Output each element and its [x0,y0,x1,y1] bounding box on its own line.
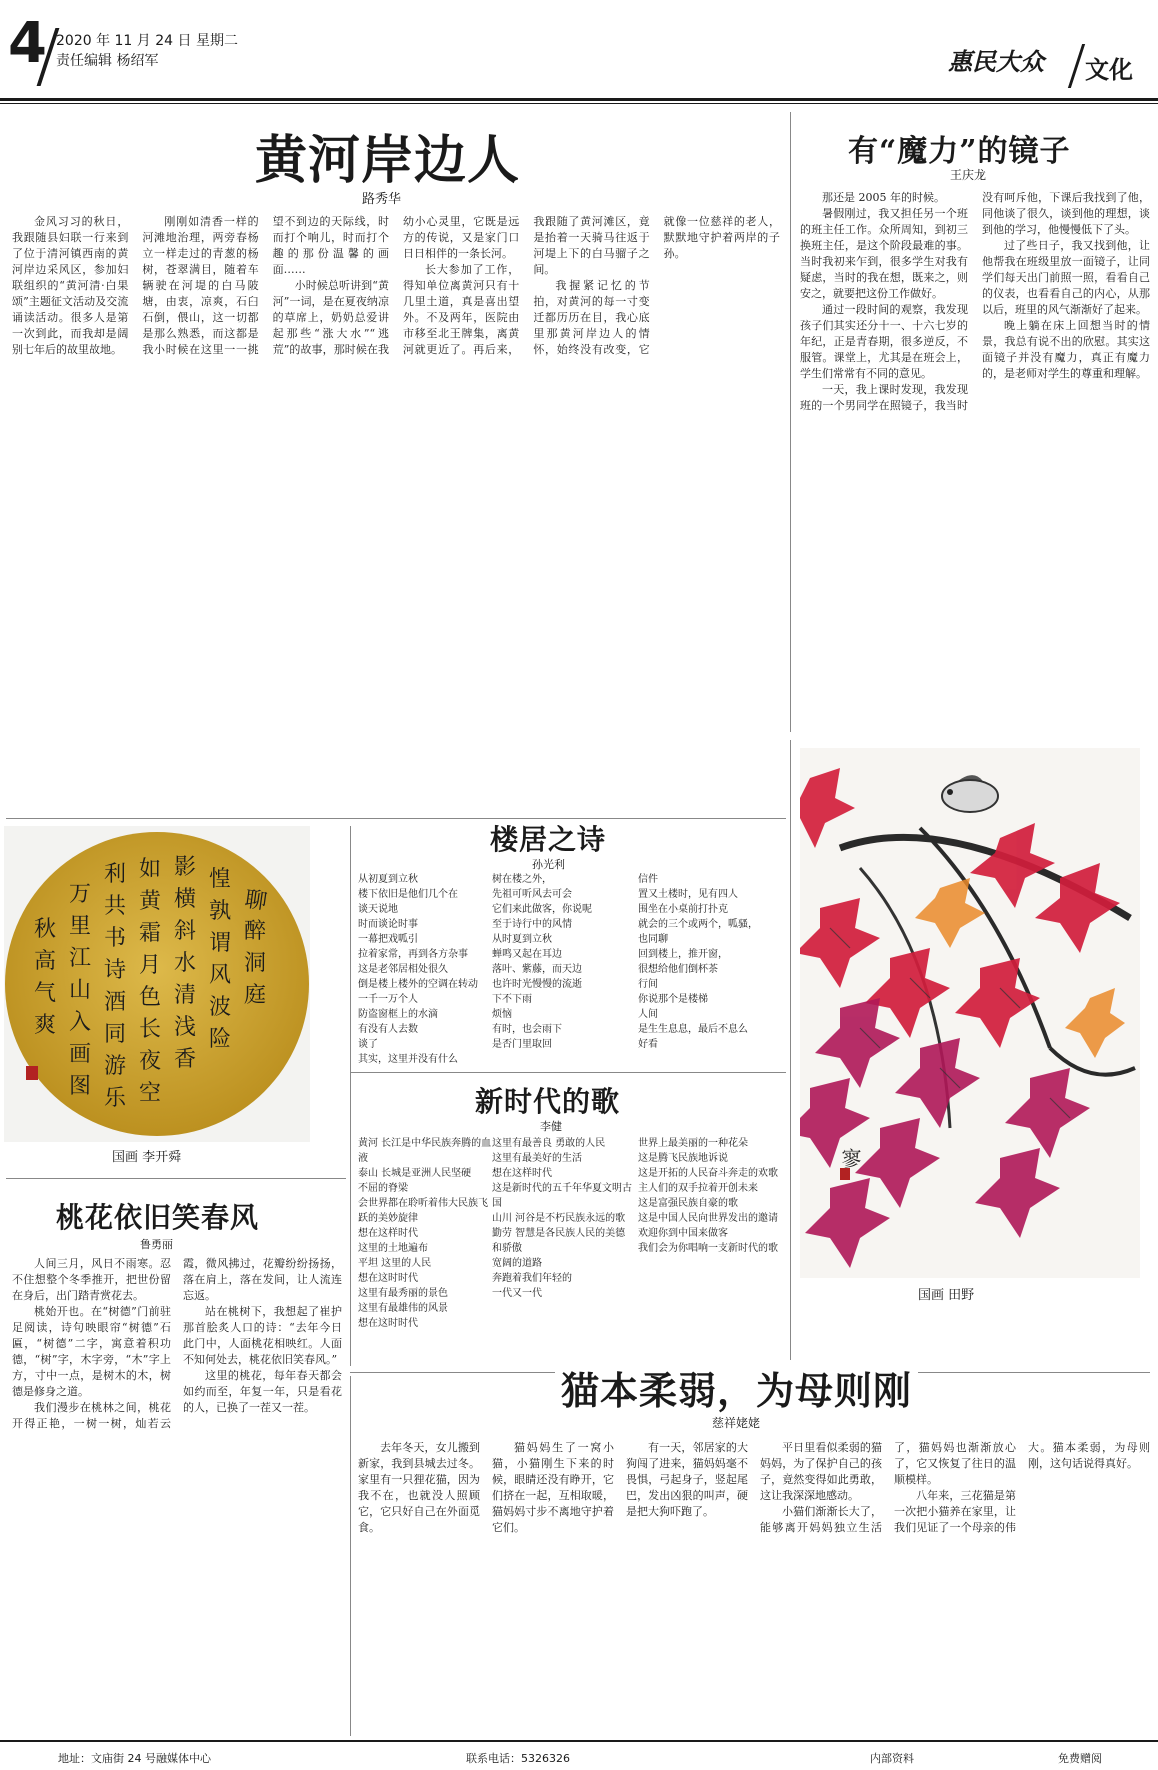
paragraph: 人间三月，风日不雨寒。忍不住想整个冬季推开，把世份留在身后，出门踏青赏花去。 [12,1257,171,1302]
article-title-peach-blossom: 桃花依旧笑春风 [56,1201,260,1234]
paragraph: 过了些日子，我又找到他，让他帮我在班级里放一面镜子，让同学们每天出门前照一照，看看自己的仪表，也看看自己的内心，从那以后，班里的风气渐渐好了起来。 [982,239,1150,316]
paragraph: 一天，我上课时发现，我发现班的一个男同学在照镜子，我当时没有呵斥他，下课后我找到了他，同他谈了很久，谈到他的理想，谈到他的学习，他慢慢低下了头。 [800,191,1150,412]
page-number: 4 [8,11,47,76]
paragraph: 小猫们渐渐长大了，能够离开妈妈独立生活了，猫妈妈也渐渐放心了，它又恢复了往日的温顺模样。 [760,1441,1016,1534]
svg-text:风: 风 [209,963,232,988]
footer-rule [0,1740,1158,1742]
svg-text:书: 书 [104,926,127,951]
article-title-building-poem: 楼居之诗 [490,823,607,856]
svg-text:酒: 酒 [104,990,127,1015]
svg-text:黄: 黄 [139,889,162,914]
svg-text:横: 横 [174,887,197,912]
article-title-new-era-song: 新时代的歌 [475,1085,621,1118]
svg-text:江: 江 [69,946,92,971]
column-divider [350,1376,351,1736]
calligraphy-caption: 国画 李开舜 [112,1150,182,1165]
svg-text:爽: 爽 [34,1013,57,1038]
footer-phone: 联系电话：5326326 [466,1752,570,1765]
section-divider [6,1178,346,1179]
paragraph: 刚刚如清香一样的河滩地治理，两旁春杨立一样走过的青葱的杨树，苍翠满目，随着车辆驶在河堤的白马陂塘，由衷，凉爽，石臼石倒，偎山，这一切都是那么熟悉，而这都是我小时候在这里一一挑望不到边的天际线，时而打个响儿，时而打个趣的那份温馨的画面…… [142,215,389,356]
brand-slash-divider [1068,44,1085,88]
newspaper-brand-logo: 惠民大众 [948,47,1044,76]
svg-text:游: 游 [104,1054,127,1079]
svg-text:寥: 寥 [838,1148,862,1168]
footer-internal-notice: 内部资料 [870,1752,914,1765]
paragraph: 我们漫步在桃林之间，桃花开得正艳，一树一树，灿若云霞，微风拂过，花瓣纷纷扬扬，落在肩上，落在发间，让人流连忘返。 [12,1257,342,1430]
svg-text:庭: 庭 [244,983,267,1008]
svg-text:长: 长 [139,1017,162,1042]
article-byline-yellow-river: 路秀华 [362,192,402,207]
svg-text:里: 里 [69,914,92,939]
paragraph: 暑假刚过，我又担任另一个班的班主任工作。众所周知，到初三换班主任，是这个阶段最难的事。当时我初来乍到，很多学生对我有疑虑，当时的我在想，既来之，则安之，就要把这份工作做好。 [800,207,968,300]
article-body-peach-blossom [12,1256,342,1734]
svg-text:画: 画 [69,1042,92,1067]
poem-column: 黄河 长江是中华民族奔腾的血液 泰山 长城是亚洲人民坚硬 不屈的脊梁 会世界都在聆听着伟大民族飞跃的美妙旋律 想在这样时代 这里的土地遍布 平坦 这里的人民 想在这时时代 这里有最秀丽的景色 这里有最雄伟的风景 想在这时时代 [358,1138,492,1329]
svg-text:月: 月 [139,953,162,978]
svg-text:入: 入 [69,1010,92,1035]
svg-text:聊: 聊 [243,887,269,916]
paragraph: 有一天，邻居家的大狗闯了进来，猫妈妈毫不畏惧，弓起身子，竖起尾巴，发出凶狠的叫声，硬是把大狗吓跑了。 [626,1441,748,1518]
paragraph: 这里的桃花，每年春天都会如约而至，年复一年，只是看花的人，已换了一茬又一茬。 [183,1369,342,1414]
column-divider [790,112,791,732]
article-body-magic-mirror [800,190,1150,710]
svg-text:醉: 醉 [244,919,267,944]
svg-text:气: 气 [34,981,57,1006]
svg-text:洞: 洞 [244,951,267,976]
paragraph: 桃始开也。在“树德”门前驻足阅读，诗句映眼帘“树德”石匾，“树德”二字，寓意着积功德，“树”字，木字旁，“木”字上方，寸中一点，是树木的木，树德是修身之道。 [12,1305,171,1398]
section-divider [350,1072,786,1073]
poem-column: 信件 置又土楼时，见有四人 围坐在小桌前打扑克 就会的三个或两个，呱骚， 也同聊 回到楼上，推开窗， 很想给他们倒杯茶 行间 你说那个是楼梯 人间 是生生息息，最后不息么 好看 [638,874,758,1050]
svg-text:山: 山 [69,978,92,1003]
svg-text:惶: 惶 [209,867,232,892]
paragraph: 金风习习的秋日，我跟随县妇联一行来到了位于清河镇西南的黄河岸边采风区，参加妇联组织的“黄河清·白果颂”主题征文活动及交流诵读活动。很多人是第一次到此，而我却是阔别七年后的故里故地。 [12,215,129,356]
svg-text:水: 水 [174,951,197,976]
paragraph: 晚上躺在床上回想当时的情景，我总有说不出的欣慰。其实这面镜子并没有魔力，真正有魔力的，是老师对学生的尊重和理解。 [982,319,1150,380]
paragraph: 猫妈妈生了一窝小猫，小猫刚生下来的时候，眼睛还没有睁开，它们挤在一起，互相取暖，猫妈妈寸步不离地守护着它们。 [492,1441,614,1534]
painting-artwork [800,748,1140,1278]
svg-text:图: 图 [69,1074,92,1099]
paragraph: 小时候总听讲到“黄河”一词，是在夏夜纳凉的草席上，奶奶总爱讲起那些“涨大水”“逃荒”的故事，那时候在我幼小心灵里，它既是远方的传说，又是家门口日日相伴的一条长河。 [272,215,520,356]
svg-text:斜: 斜 [174,919,197,944]
svg-text:高: 高 [34,949,57,974]
article-title-cat-mother: 猫本柔弱，为母则刚 [555,1360,918,1415]
article-title-magic-mirror: 有“魔力”的镜子 [848,134,1071,169]
poem-column: 世界上最美丽的一种花朵 这是腾飞民族地诉说 这是开拓的人民奋斗奔走的欢歌 主人们的双手拉着开创未来 这是富强民族自豪的歌 这是中国人民向世界发出的邀请 欢迎你到中国来做客 我们会为你唱响一支新时代的歌 [638,1138,778,1254]
svg-text:共: 共 [104,894,127,919]
painting-caption: 国画 田野 [918,1288,975,1303]
svg-text:色: 色 [139,985,162,1010]
svg-text:霜: 霜 [139,921,162,946]
page-header [0,0,1158,100]
poem-column: 树在楼之外， 先祖可听风去可会 它们来此做客，你说呢 至于诗行中的风情 从时夏到立秋 蝉鸣又起在耳边 落叶、紫藤，而天边 也许时光慢慢的流逝 下不下雨 烦恼 有时，也会雨下 是否门里取回 [492,874,592,1050]
section-divider [6,818,786,819]
svg-text:乐: 乐 [104,1086,127,1111]
article-byline-new-era-song: 李健 [540,1120,562,1133]
poem-column: 这里有最善良 勇敢的人民 这里有最美好的生活 想在这样时代 这是新时代的五千年华夏文明古国 山川 河谷是不朽民族永远的歌 勤劳 智慧是各民族人民的美德和骄傲 宽阔的道路 奔跑着我们年轻的 一代又一代 [492,1138,632,1299]
footer-address: 地址：文庙街 24 号融媒体中心 [58,1752,211,1765]
article-byline-peach-blossom: 鲁勇丽 [140,1238,173,1251]
section-name: 文化 [1085,56,1133,84]
svg-text:孰: 孰 [209,899,232,924]
svg-text:波: 波 [209,995,232,1020]
svg-text:清: 清 [174,983,197,1008]
svg-text:香: 香 [174,1047,197,1072]
svg-text:影: 影 [174,855,197,880]
svg-text:诗: 诗 [104,958,127,983]
poem-column: 从初夏到立秋 楼下依旧是他们几个在 谈天说地 时而谈论时事 一幕把戏呱引 拉着家常，再到各方杂事 这是老邻居相处很久 倒是楼上楼外的空调在转动 一千一万个人 防盗窗框上的水滴 有没有人去数 谈了 其实，这里并没有什么 [358,874,478,1065]
svg-text:如: 如 [139,857,162,882]
paragraph: 那还是 2005 年的时候。 [822,191,945,204]
paragraph: 通过一段时间的观察，我发现孩子们其实还分十一、十六七岁的年纪，正是青春期，很多逆反，不服管。课堂上，尤其是在班会上，学生们常常有不同的意见。 [800,303,968,380]
column-divider [790,740,791,1370]
svg-text:夜: 夜 [139,1049,162,1074]
svg-text:浅: 浅 [174,1015,197,1040]
article-title-yellow-river: 黄河岸边人 [255,130,521,191]
article-body-cat-mother [358,1440,1150,1736]
paragraph: 我握紧记忆的节拍，对黄河的每一寸变迁都历历在目，我心底里那黄河岸边人的情怀，始终没有改变，它就像一位慈祥的老人，默默地守护着两岸的子孙。 [533,215,780,356]
paragraph: 长大参加了工作，得知单位离黄河只有十几里土道，真是喜出望外。不及两年，医院由市移至北王牌集，离黄河就更近了。再后来，我跟随了黄河滩区，竟是抬着一天骑马往返于河堤上下的白马骝子之间。 [402,215,650,356]
paragraph: 站在桃树下，我想起了崔护那首脍炙人口的诗：“去年今日此门中，人面桃花相映红。人面不知何处去，桃花依旧笑春风。” [183,1305,342,1366]
article-body-yellow-river [12,214,780,794]
article-byline-building-poem: 孙光利 [532,858,565,871]
issue-date: 2020 年 11 月 24 日 星期二 [56,33,238,49]
svg-text:空: 空 [139,1081,162,1106]
header-rule [0,98,1158,101]
svg-text:万: 万 [69,882,92,907]
paragraph: 去年冬天，女儿搬到新家，我到县城去过冬。家里有一只狸花猫，因为我不在，也就没人照顾它，它只好自己在外面觅食。 [358,1441,480,1534]
column-divider [350,826,351,1366]
responsible-editor: 责任编辑 杨绍军 [56,53,159,69]
svg-text:利: 利 [104,862,127,887]
svg-text:同: 同 [104,1022,127,1047]
footer-free-notice: 免费赠阅 [1058,1752,1102,1765]
svg-text:险: 险 [209,1027,232,1052]
paragraph: 平日里看似柔弱的猫妈妈，为了保护自己的孩子，竟然变得如此勇敢，这让我深深地感动。 [760,1441,882,1502]
page-footer [0,1740,1158,1770]
svg-text:秋: 秋 [34,917,57,942]
svg-text:谓: 谓 [209,931,232,956]
calligraphy-artwork [4,826,310,1142]
article-byline-magic-mirror: 王庆龙 [950,168,987,182]
header-rule-thin [0,103,1158,104]
article-byline-cat-mother: 慈祥姥姥 [712,1416,761,1430]
paragraph: 八年来，三花猫是第一次把小猫养在家里，让我们见证了一个母亲的伟大。猫本柔弱，为母则刚，这句话说得真好。 [894,1441,1150,1534]
